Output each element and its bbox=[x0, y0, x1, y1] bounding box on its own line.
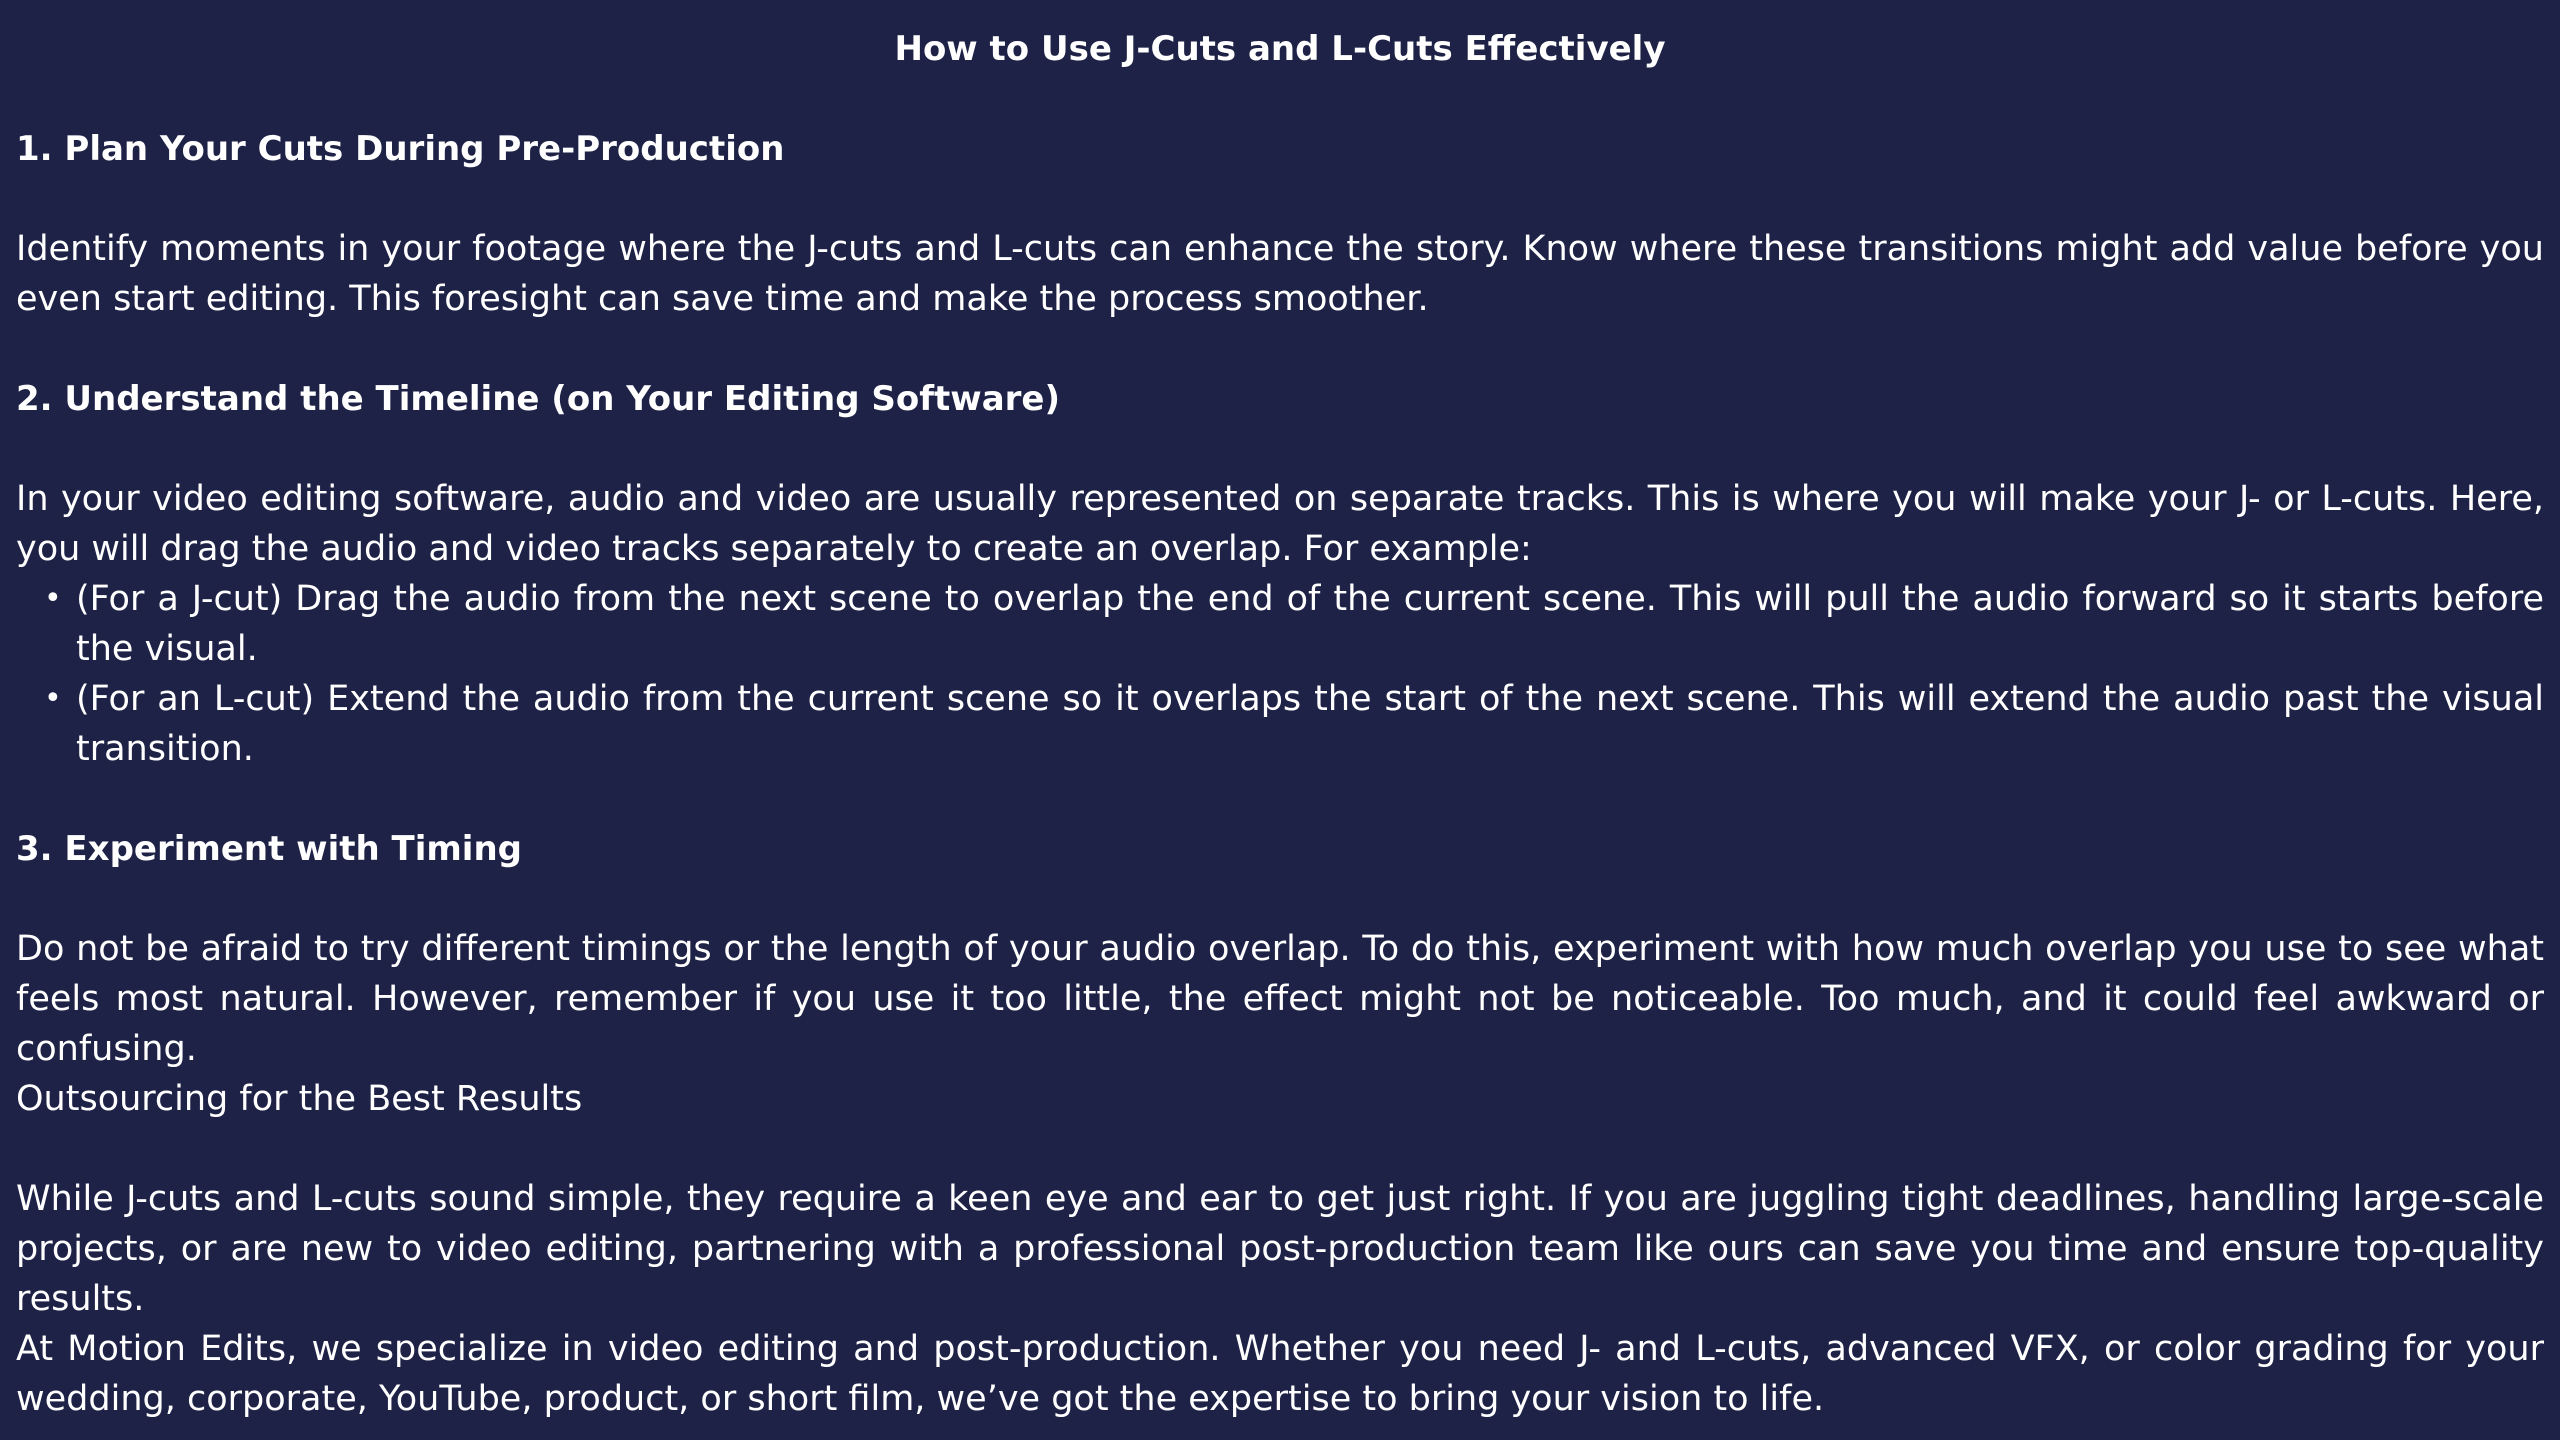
section-2-heading: 2. Understand the Timeline (on Your Editing Software) bbox=[16, 379, 1061, 419]
closing-paragraph-2: At Motion Edits, we specialize in video editing and post-production. Whether you need J- and L-cuts, advanced VFX, or color grading for your wedding, corporate, YouTube, product, or short film, we’ve got the expertise to bring your vision to life. bbox=[16, 1329, 2544, 1419]
spacer bbox=[16, 424, 2544, 474]
spacer bbox=[16, 324, 2544, 374]
section-3-heading: 3. Experiment with Timing bbox=[16, 829, 522, 869]
bullet-l-cut: • (For an L-cut) Extend the audio from the current scene so it overlaps the start of the next scene. This will extend the audio past the visual transition. bbox=[16, 674, 2544, 774]
spacer bbox=[16, 174, 2544, 224]
spacer bbox=[16, 874, 2544, 924]
bullet-j-cut: • (For a J-cut) Drag the audio from the next scene to overlap the end of the current scene. This will pull the audio forward so it starts before the visual. bbox=[16, 574, 2544, 674]
article-title: How to Use J-Cuts and L-Cuts Effectively bbox=[894, 29, 1666, 69]
spacer bbox=[16, 1124, 2544, 1174]
closing-paragraph-1: While J-cuts and L-cuts sound simple, they require a keen eye and ear to get just right. If you are juggling tight deadlines, handling large-scale projects, or are new to video editing, partnering with a professional post-production team like ours can save you time and ensure top-quality results. bbox=[16, 1179, 2544, 1319]
spacer bbox=[16, 74, 2544, 124]
outsourcing-subheading: Outsourcing for the Best Results bbox=[16, 1079, 583, 1119]
section-3-body: Do not be afraid to try different timings or the length of your audio overlap. To do this, experiment with how much overlap you use to see what feels most natural. However, remember if you use it too little, the effect might not be noticeable. Too much, and it could feel awkward or confusing. bbox=[16, 929, 2544, 1069]
section-2-bullet-list bbox=[16, 574, 2544, 774]
spacer bbox=[16, 774, 2544, 824]
section-1-body: Identify moments in your footage where the J-cuts and L-cuts can enhance the story. Know where these transitions might add value before you even start editing. This foresight can save time and make the process smoother. bbox=[16, 229, 2544, 319]
section-2-body: In your video editing software, audio and video are usually represented on separate tracks. This is where you will make your J- or L-cuts. Here, you will drag the audio and video tracks separately to create an overlap. For example: bbox=[16, 479, 2544, 569]
section-1-heading: 1. Plan Your Cuts During Pre-Production bbox=[16, 129, 785, 169]
